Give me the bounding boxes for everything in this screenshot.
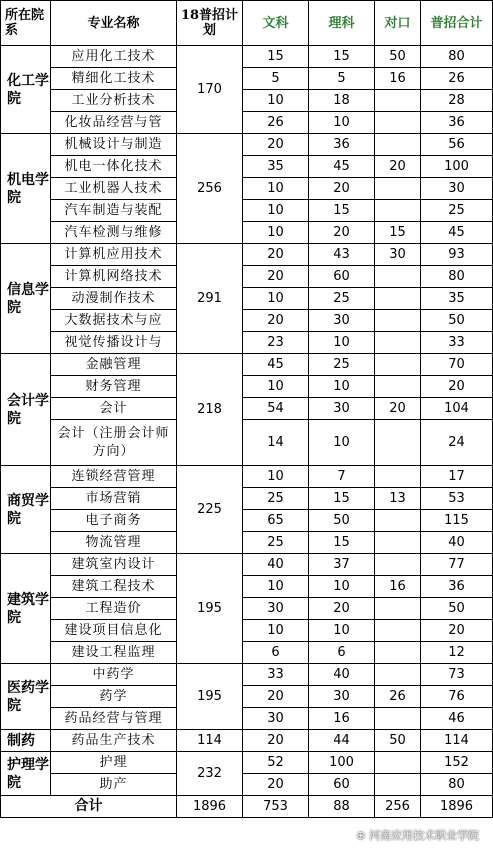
total-cell: 20 xyxy=(421,620,493,642)
arts-cell: 10 xyxy=(243,178,309,200)
table-row xyxy=(1,354,493,376)
dept-cell: 会计学院 xyxy=(1,354,51,466)
dept-cell: 商贸学院 xyxy=(1,466,51,554)
header-major: 专业名称 xyxy=(51,1,177,46)
major-cell: 机械设计与制造 xyxy=(51,134,177,156)
duikou-cell xyxy=(375,134,421,156)
duikou-cell xyxy=(375,708,421,730)
major-cell: 动漫制作技术 xyxy=(51,288,177,310)
table-row xyxy=(1,532,493,554)
duikou-cell xyxy=(375,332,421,354)
arts-cell: 54 xyxy=(243,398,309,420)
total-cell: 35 xyxy=(421,288,493,310)
total-cell: 56 xyxy=(421,134,493,156)
total-cell: 115 xyxy=(421,510,493,532)
dept-cell: 化工学院 xyxy=(1,46,51,134)
table-row xyxy=(1,664,493,686)
duikou-cell xyxy=(375,510,421,532)
arts-cell: 10 xyxy=(243,222,309,244)
table-row xyxy=(1,310,493,332)
table-row xyxy=(1,510,493,532)
science-cell: 30 xyxy=(309,310,375,332)
major-cell: 药品生产技术 xyxy=(51,730,177,752)
total-cell: 20 xyxy=(421,376,493,398)
science-cell: 60 xyxy=(309,266,375,288)
table-row xyxy=(1,730,493,752)
major-cell: 市场营销 xyxy=(51,488,177,510)
total-science-cell: 88 xyxy=(309,796,375,818)
total-cell: 50 xyxy=(421,598,493,620)
dept-cell: 护理学院 xyxy=(1,752,51,796)
major-cell: 药学 xyxy=(51,686,177,708)
science-cell: 10 xyxy=(309,576,375,598)
major-cell: 建筑室内设计 xyxy=(51,554,177,576)
major-cell: 建设项目信息化 xyxy=(51,620,177,642)
science-cell: 43 xyxy=(309,244,375,266)
duikou-cell: 16 xyxy=(375,576,421,598)
arts-cell: 65 xyxy=(243,510,309,532)
table-row xyxy=(1,68,493,90)
science-cell: 15 xyxy=(309,46,375,68)
total-cell: 93 xyxy=(421,244,493,266)
duikou-cell xyxy=(375,752,421,774)
arts-cell: 26 xyxy=(243,112,309,134)
arts-cell: 20 xyxy=(243,774,309,796)
arts-cell: 20 xyxy=(243,686,309,708)
science-cell: 6 xyxy=(309,642,375,664)
science-cell: 30 xyxy=(309,398,375,420)
arts-cell: 35 xyxy=(243,156,309,178)
duikou-cell xyxy=(375,112,421,134)
major-cell: 会计（注册会计师方向） xyxy=(51,420,177,466)
science-cell: 10 xyxy=(309,420,375,466)
arts-cell: 25 xyxy=(243,532,309,554)
plan-cell: 114 xyxy=(177,730,243,752)
science-cell: 20 xyxy=(309,598,375,620)
science-cell: 60 xyxy=(309,774,375,796)
arts-cell: 10 xyxy=(243,576,309,598)
arts-cell: 30 xyxy=(243,708,309,730)
table-row xyxy=(1,112,493,134)
duikou-cell: 50 xyxy=(375,730,421,752)
duikou-cell: 15 xyxy=(375,222,421,244)
major-cell: 计算机应用技术 xyxy=(51,244,177,266)
total-cell: 80 xyxy=(421,774,493,796)
table-row xyxy=(1,642,493,664)
plan-cell: 195 xyxy=(177,664,243,730)
total-cell: 77 xyxy=(421,554,493,576)
arts-cell: 10 xyxy=(243,376,309,398)
major-cell: 会计 xyxy=(51,398,177,420)
plan-cell: 232 xyxy=(177,752,243,796)
arts-cell: 10 xyxy=(243,200,309,222)
science-cell: 7 xyxy=(309,466,375,488)
header-arts: 文科 xyxy=(243,1,309,46)
total-cell: 100 xyxy=(421,156,493,178)
major-cell: 应用化工技术 xyxy=(51,46,177,68)
total-cell: 76 xyxy=(421,686,493,708)
duikou-cell: 30 xyxy=(375,244,421,266)
duikou-cell: 16 xyxy=(375,68,421,90)
duikou-cell xyxy=(375,774,421,796)
major-cell: 汽车制造与装配 xyxy=(51,200,177,222)
arts-cell: 10 xyxy=(243,288,309,310)
duikou-cell xyxy=(375,664,421,686)
table-row xyxy=(1,708,493,730)
major-cell: 计算机网络技术 xyxy=(51,266,177,288)
dept-cell: 医药学院 xyxy=(1,664,51,730)
total-arts-cell: 753 xyxy=(243,796,309,818)
table-row xyxy=(1,774,493,796)
major-cell: 工程造价 xyxy=(51,598,177,620)
major-cell: 中药学 xyxy=(51,664,177,686)
major-cell: 建筑工程技术 xyxy=(51,576,177,598)
arts-cell: 14 xyxy=(243,420,309,466)
duikou-cell xyxy=(375,532,421,554)
plan-cell: 225 xyxy=(177,466,243,554)
total-cell: 114 xyxy=(421,730,493,752)
arts-cell: 23 xyxy=(243,332,309,354)
plan-cell: 256 xyxy=(177,134,243,244)
total-cell: 24 xyxy=(421,420,493,466)
plan-cell: 291 xyxy=(177,244,243,354)
duikou-cell xyxy=(375,200,421,222)
total-cell: 80 xyxy=(421,266,493,288)
duikou-cell: 13 xyxy=(375,488,421,510)
duikou-cell xyxy=(375,620,421,642)
table-row xyxy=(1,332,493,354)
total-cell: 70 xyxy=(421,354,493,376)
watermark-text: 河南应用技术职业学院 xyxy=(369,829,479,842)
major-cell: 汽车检测与维修 xyxy=(51,222,177,244)
table-row xyxy=(1,222,493,244)
major-cell: 助产 xyxy=(51,774,177,796)
duikou-cell xyxy=(375,266,421,288)
table-row xyxy=(1,466,493,488)
arts-cell: 6 xyxy=(243,642,309,664)
total-cell: 80 xyxy=(421,46,493,68)
science-cell: 10 xyxy=(309,620,375,642)
science-cell: 30 xyxy=(309,686,375,708)
major-cell: 连锁经营管理 xyxy=(51,466,177,488)
arts-cell: 20 xyxy=(243,266,309,288)
duikou-cell xyxy=(375,288,421,310)
arts-cell: 10 xyxy=(243,90,309,112)
plan-cell: 195 xyxy=(177,554,243,664)
total-cell: 36 xyxy=(421,576,493,598)
arts-cell: 20 xyxy=(243,244,309,266)
arts-cell: 20 xyxy=(243,730,309,752)
duikou-cell xyxy=(375,178,421,200)
major-cell: 药品经营与管理 xyxy=(51,708,177,730)
major-cell: 电子商务 xyxy=(51,510,177,532)
duikou-cell xyxy=(375,354,421,376)
science-cell: 15 xyxy=(309,200,375,222)
duikou-cell xyxy=(375,466,421,488)
major-cell: 化妆品经营与管 xyxy=(51,112,177,134)
arts-cell: 10 xyxy=(243,466,309,488)
science-cell: 10 xyxy=(309,112,375,134)
total-duikou-cell: 256 xyxy=(375,796,421,818)
table-row xyxy=(1,46,493,68)
table-row xyxy=(1,156,493,178)
table-row xyxy=(1,488,493,510)
plan-cell: 170 xyxy=(177,46,243,134)
table-row xyxy=(1,620,493,642)
total-cell: 26 xyxy=(421,68,493,90)
total-cell: 40 xyxy=(421,532,493,554)
science-cell: 20 xyxy=(309,178,375,200)
science-cell: 16 xyxy=(309,708,375,730)
table-row xyxy=(1,576,493,598)
duikou-cell xyxy=(375,420,421,466)
header-plan: 18普招计划 xyxy=(177,1,243,46)
table-row xyxy=(1,244,493,266)
table-row xyxy=(1,598,493,620)
major-cell: 护理 xyxy=(51,752,177,774)
dept-cell: 机电学院 xyxy=(1,134,51,244)
total-cell: 73 xyxy=(421,664,493,686)
science-cell: 50 xyxy=(309,510,375,532)
science-cell: 25 xyxy=(309,354,375,376)
arts-cell: 33 xyxy=(243,664,309,686)
science-cell: 25 xyxy=(309,288,375,310)
table-row xyxy=(1,752,493,774)
science-cell: 15 xyxy=(309,532,375,554)
table-row xyxy=(1,178,493,200)
duikou-cell xyxy=(375,554,421,576)
major-cell: 精细化工技术 xyxy=(51,68,177,90)
total-cell: 30 xyxy=(421,178,493,200)
header-duikou: 对口 xyxy=(375,1,421,46)
header-science: 理科 xyxy=(309,1,375,46)
total-cell: 53 xyxy=(421,488,493,510)
total-cell: 50 xyxy=(421,310,493,332)
science-cell: 18 xyxy=(309,90,375,112)
duikou-cell: 26 xyxy=(375,686,421,708)
arts-cell: 5 xyxy=(243,68,309,90)
major-cell: 物流管理 xyxy=(51,532,177,554)
header-total: 普招合计 xyxy=(421,1,493,46)
science-cell: 44 xyxy=(309,730,375,752)
table-row xyxy=(1,554,493,576)
table-row xyxy=(1,134,493,156)
total-cell: 25 xyxy=(421,200,493,222)
science-cell: 5 xyxy=(309,68,375,90)
total-cell: 28 xyxy=(421,90,493,112)
arts-cell: 30 xyxy=(243,598,309,620)
science-cell: 100 xyxy=(309,752,375,774)
table-row xyxy=(1,90,493,112)
total-cell: 33 xyxy=(421,332,493,354)
major-cell: 大数据技术与应 xyxy=(51,310,177,332)
total-cell: 12 xyxy=(421,642,493,664)
total-row xyxy=(1,796,493,818)
major-cell: 建设工程监理 xyxy=(51,642,177,664)
duikou-cell: 20 xyxy=(375,156,421,178)
dept-cell: 制药 xyxy=(1,730,51,752)
dept-cell: 信息学院 xyxy=(1,244,51,354)
duikou-cell: 50 xyxy=(375,46,421,68)
arts-cell: 20 xyxy=(243,310,309,332)
total-plan-cell: 1896 xyxy=(177,796,243,818)
science-cell: 20 xyxy=(309,222,375,244)
total-cell: 104 xyxy=(421,398,493,420)
grand-total-cell: 1896 xyxy=(421,796,493,818)
science-cell: 15 xyxy=(309,488,375,510)
major-cell: 财务管理 xyxy=(51,376,177,398)
table-row xyxy=(1,200,493,222)
major-cell: 机电一体化技术 xyxy=(51,156,177,178)
duikou-cell: 20 xyxy=(375,398,421,420)
watermark-icon: ⊕ xyxy=(356,829,369,842)
arts-cell: 45 xyxy=(243,354,309,376)
science-cell: 10 xyxy=(309,376,375,398)
science-cell: 36 xyxy=(309,134,375,156)
total-cell: 45 xyxy=(421,222,493,244)
arts-cell: 25 xyxy=(243,488,309,510)
arts-cell: 10 xyxy=(243,620,309,642)
header-dept: 所在院系 xyxy=(1,1,51,46)
duikou-cell xyxy=(375,90,421,112)
duikou-cell xyxy=(375,642,421,664)
table-row xyxy=(1,420,493,466)
table-row xyxy=(1,266,493,288)
total-cell: 17 xyxy=(421,466,493,488)
science-cell: 40 xyxy=(309,664,375,686)
total-label: 合计 xyxy=(1,796,177,818)
arts-cell: 20 xyxy=(243,134,309,156)
watermark xyxy=(356,827,479,843)
total-cell: 46 xyxy=(421,708,493,730)
duikou-cell xyxy=(375,310,421,332)
arts-cell: 40 xyxy=(243,554,309,576)
major-cell: 视觉传播设计与 xyxy=(51,332,177,354)
header-row xyxy=(1,1,493,46)
table-row xyxy=(1,398,493,420)
table-row xyxy=(1,288,493,310)
science-cell: 10 xyxy=(309,332,375,354)
science-cell: 45 xyxy=(309,156,375,178)
duikou-cell xyxy=(375,598,421,620)
arts-cell: 52 xyxy=(243,752,309,774)
science-cell: 37 xyxy=(309,554,375,576)
dept-cell: 建筑学院 xyxy=(1,554,51,664)
major-cell: 工业分析技术 xyxy=(51,90,177,112)
plan-cell: 218 xyxy=(177,354,243,466)
major-cell: 金融管理 xyxy=(51,354,177,376)
arts-cell: 15 xyxy=(243,46,309,68)
total-cell: 36 xyxy=(421,112,493,134)
table-row xyxy=(1,686,493,708)
table-row xyxy=(1,376,493,398)
duikou-cell xyxy=(375,376,421,398)
major-cell: 工业机器人技术 xyxy=(51,178,177,200)
total-cell: 152 xyxy=(421,752,493,774)
